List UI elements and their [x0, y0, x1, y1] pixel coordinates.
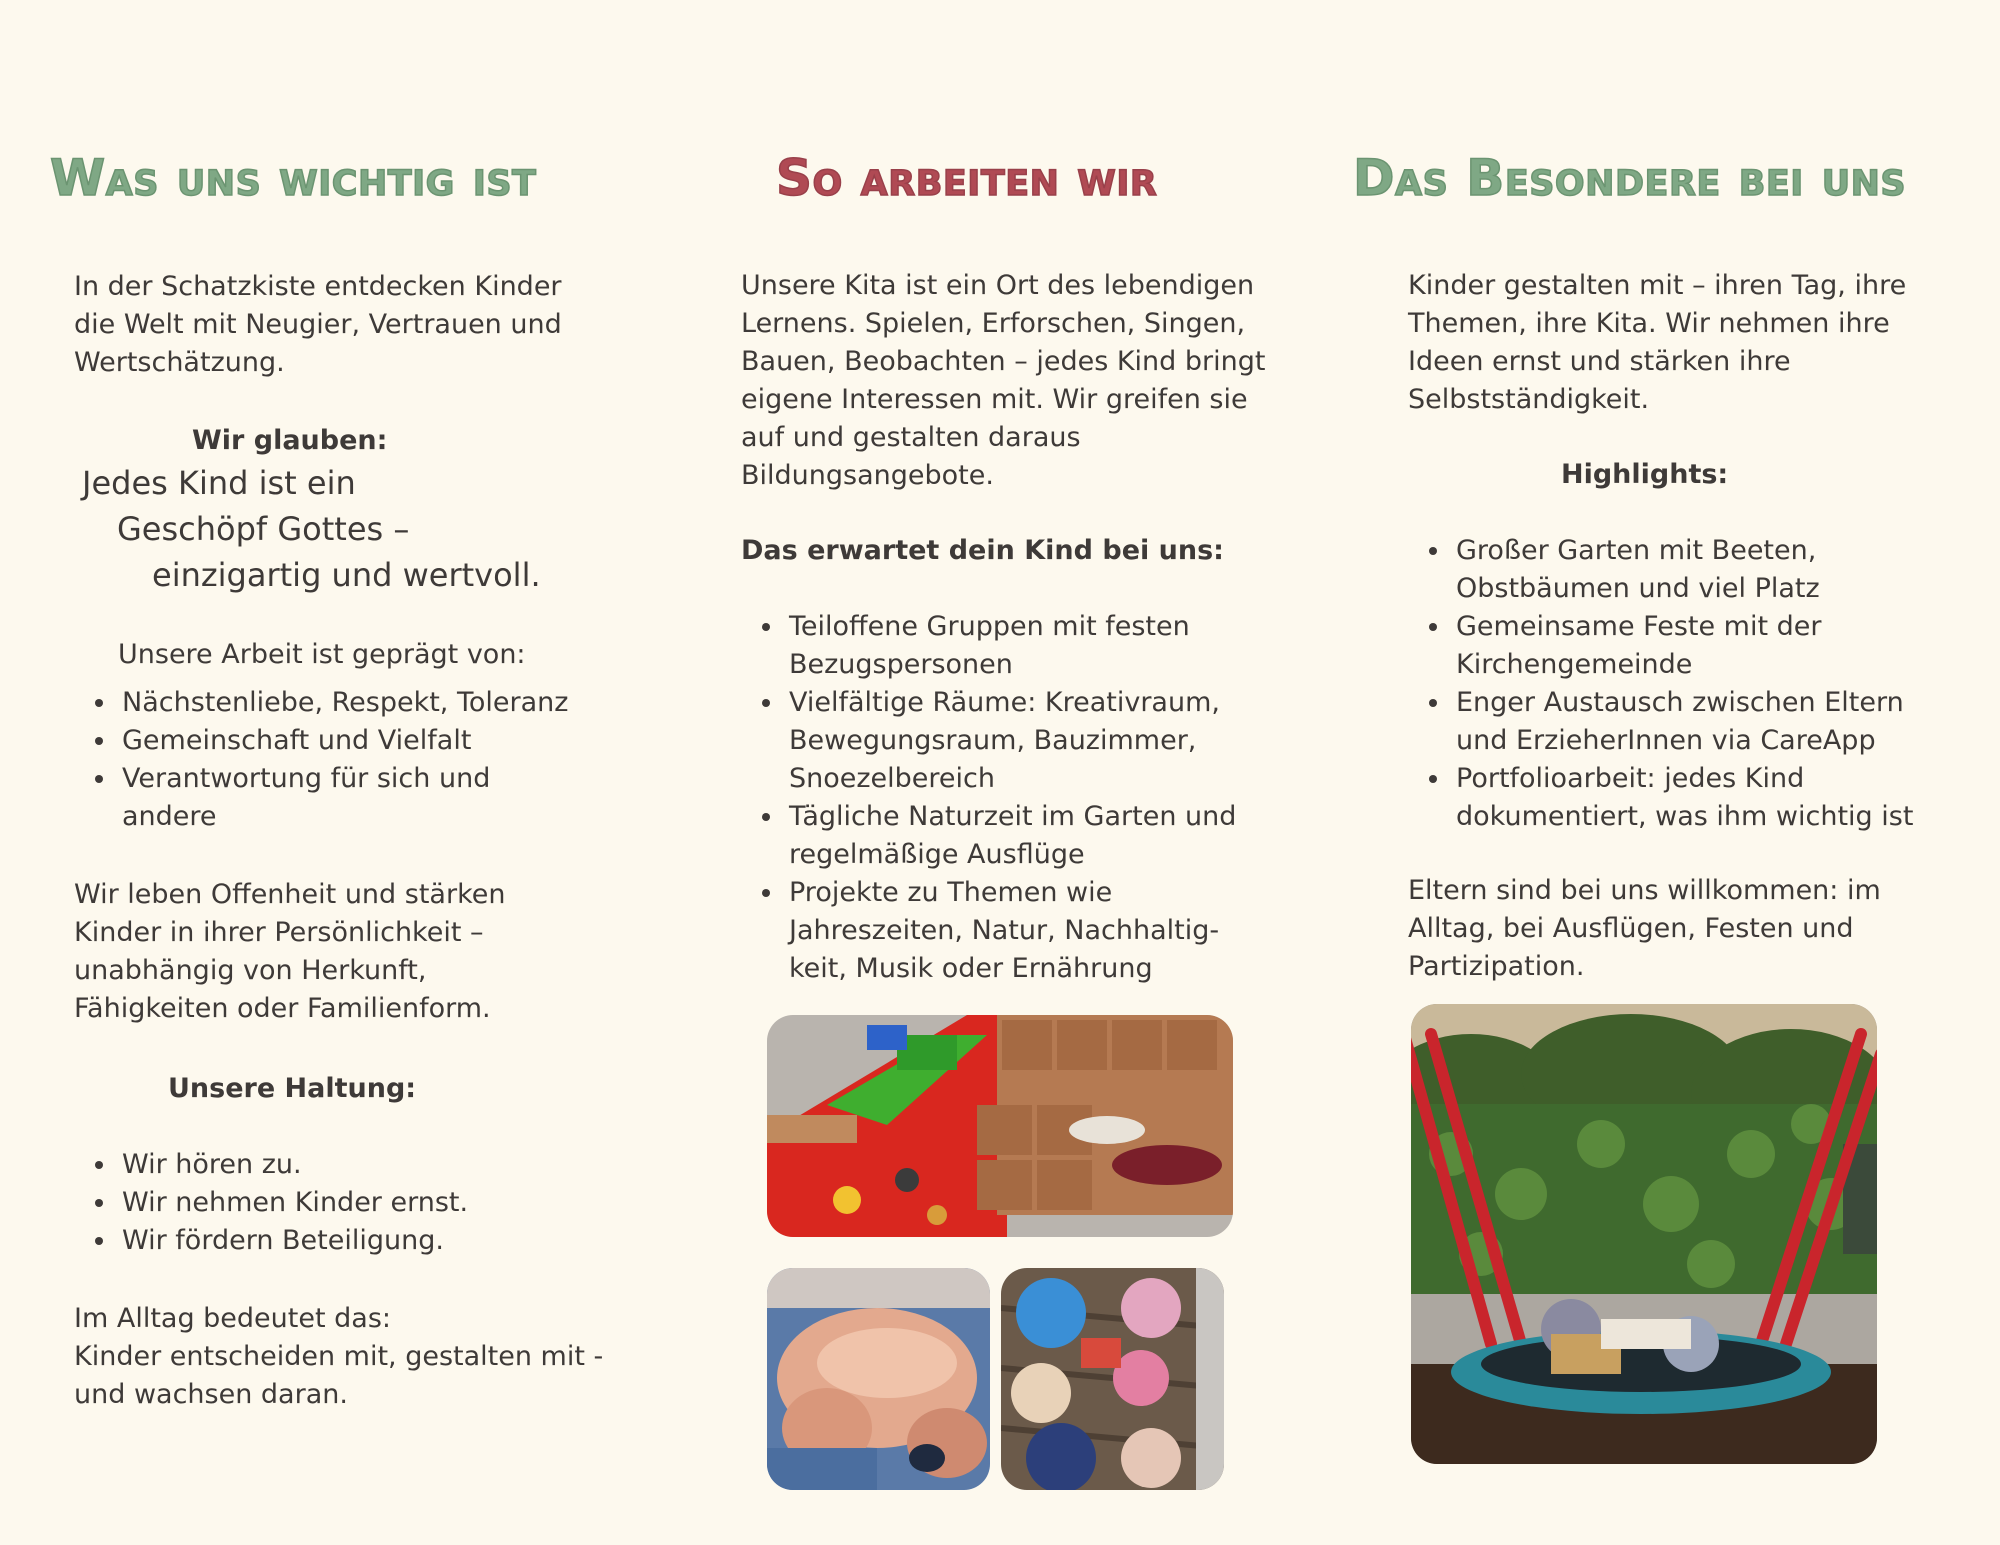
openness-paragraph: Wir leben Offenheit und stärken Kinder in ihrer Persönlichkeit – unabhängig von Herkunft, Fähigkeiten oder Familienform.	[74, 879, 506, 1024]
list-item: Enger Austausch zwischen Eltern und ErzieherInnen via CareApp	[1408, 684, 1908, 760]
list-item: Wir fördern Beteiligung.	[74, 1222, 594, 1260]
belief-heading: Wir glauben:	[192, 425, 388, 456]
column-title-values: Was uns wichtig ist	[50, 149, 537, 207]
photo-building-blocks	[767, 1015, 1233, 1237]
values-list	[74, 684, 594, 836]
everyday-label: Im Alltag bedeutet das:	[74, 1303, 391, 1334]
shaped-by-label: Unsere Arbeit ist geprägt von:	[118, 639, 526, 670]
list-item: Portfolioarbeit: jedes Kind dokumentiert, was ihm wichtig ist	[1408, 760, 1938, 836]
list-item: Großer Garten mit Beeten, Obstbäumen und viel Platz	[1408, 532, 1848, 608]
column-work	[667, 0, 1334, 1545]
photo-children-reading	[1001, 1268, 1224, 1490]
column-values	[0, 0, 667, 1545]
expect-list	[741, 608, 1271, 988]
list-item: Nächstenliebe, Respekt, Toleranz	[74, 684, 594, 722]
special-intro: Kinder gestalten mit – ihren Tag, ihre Themen, ihre Kita. Wir nehmen ihre Ideen ernst und stärken ihre Selbstständigkeit.	[1408, 270, 1907, 415]
list-item: Wir hören zu.	[74, 1146, 594, 1184]
list-item: Projekte zu Themen wie Jahreszeiten, Natur, Nachhaltig-keit, Musik oder Ernährung	[741, 874, 1221, 988]
work-intro: Unsere Kita ist ein Ort des lebendigen Lernens. Spielen, Erforschen, Singen, Bauen, Beobachten – jedes Kind bringt eigene Interessen mit. Wir greifen sie auf und gestalten daraus Bildungsangebote.	[741, 270, 1266, 491]
values-intro: In der Schatzkiste entdecken Kinder die Welt mit Neugier, Vertrauen und Wertschätzung.	[74, 271, 562, 378]
attitude-list	[74, 1146, 594, 1260]
parents-paragraph: Eltern sind bei uns willkommen: im Alltag, bei Ausflügen, Festen und Partizipation.	[1408, 875, 1881, 982]
highlights-list	[1408, 532, 1938, 836]
belief-line-2: Geschöpf Gottes –	[117, 510, 410, 548]
list-item: Gemeinschaft und Vielfalt	[74, 722, 594, 760]
column-title-special: Das Besondere bei uns	[1353, 149, 1907, 207]
attitude-heading: Unsere Haltung:	[168, 1073, 417, 1104]
expect-heading: Das erwartet dein Kind bei uns:	[741, 535, 1224, 566]
list-item: Vielfältige Räume: Kreativraum, Bewegungsraum, Bauzimmer, Snoezelbereich	[741, 684, 1271, 798]
column-title-work: So arbeiten wir	[776, 149, 1158, 207]
list-item: Gemeinsame Feste mit der Kirchengemeinde	[1408, 608, 1848, 684]
photo-nest-swing	[1411, 1004, 1877, 1464]
column-special	[1334, 0, 2000, 1545]
highlights-heading: Highlights:	[1561, 459, 1729, 490]
belief-line-1: Jedes Kind ist ein	[82, 464, 356, 502]
list-item: Verantwortung für sich und andere	[74, 760, 514, 836]
list-item: Wir nehmen Kinder ernst.	[74, 1184, 594, 1222]
everyday-paragraph: Kinder entscheiden mit, gestalten mit - und wachsen daran.	[74, 1341, 604, 1410]
list-item: Teiloffene Gruppen mit festen Bezugspersonen	[741, 608, 1191, 684]
list-item: Tägliche Naturzeit im Garten und regelmäßige Ausflüge	[741, 798, 1271, 874]
photo-hands-beetle	[767, 1268, 990, 1490]
belief-line-3: einzigartig und wertvoll.	[152, 556, 541, 594]
